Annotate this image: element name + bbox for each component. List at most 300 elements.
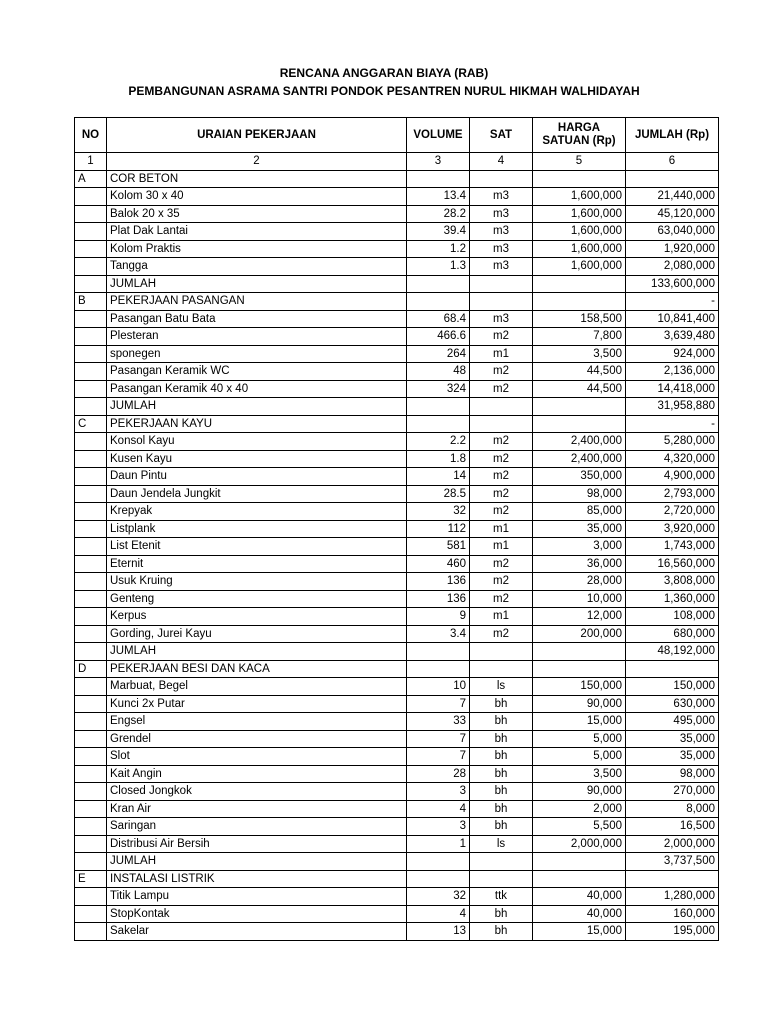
row-uraian: Plat Dak Lantai — [107, 223, 407, 241]
header-jumlah: JUMLAH (Rp) — [626, 118, 719, 153]
row-volume: 3.4 — [407, 625, 470, 643]
row-uraian: Genteng — [107, 590, 407, 608]
row-harga — [533, 275, 626, 293]
row-volume: 7 — [407, 695, 470, 713]
row-harga: 1,600,000 — [533, 223, 626, 241]
column-index: 1 — [75, 153, 107, 171]
row-sat: m3 — [470, 240, 533, 258]
row-sat: ls — [470, 678, 533, 696]
row-jumlah: 2,720,000 — [626, 503, 719, 521]
row-uraian: Closed Jongkok — [107, 783, 407, 801]
row-jumlah: 3,737,500 — [626, 853, 719, 871]
row-harga: 44,500 — [533, 380, 626, 398]
row-uraian: Titik Lampu — [107, 888, 407, 906]
row-no — [75, 188, 107, 206]
table-row — [75, 293, 719, 311]
row-jumlah: 10,841,400 — [626, 310, 719, 328]
row-jumlah — [626, 870, 719, 888]
row-jumlah — [626, 660, 719, 678]
row-no — [75, 730, 107, 748]
row-sat: m2 — [470, 555, 533, 573]
row-harga: 158,500 — [533, 310, 626, 328]
table-row — [75, 888, 719, 906]
table-row — [75, 275, 719, 293]
row-volume: 9 — [407, 608, 470, 626]
row-jumlah: 150,000 — [626, 678, 719, 696]
row-harga: 200,000 — [533, 625, 626, 643]
row-volume: 1 — [407, 835, 470, 853]
row-jumlah: 45,120,000 — [626, 205, 719, 223]
row-uraian: Pasangan Keramik 40 x 40 — [107, 380, 407, 398]
column-index: 5 — [533, 153, 626, 171]
row-uraian: Slot — [107, 748, 407, 766]
row-harga: 150,000 — [533, 678, 626, 696]
row-jumlah: - — [626, 415, 719, 433]
row-jumlah: 16,560,000 — [626, 555, 719, 573]
table-row — [75, 205, 719, 223]
row-uraian: Kran Air — [107, 800, 407, 818]
table-row — [75, 748, 719, 766]
row-volume: 32 — [407, 888, 470, 906]
row-volume — [407, 870, 470, 888]
row-no: A — [75, 170, 107, 188]
row-jumlah: 21,440,000 — [626, 188, 719, 206]
row-no — [75, 363, 107, 381]
row-harga — [533, 398, 626, 416]
row-harga: 40,000 — [533, 888, 626, 906]
row-volume: 33 — [407, 713, 470, 731]
table-row — [75, 240, 719, 258]
row-no: D — [75, 660, 107, 678]
row-uraian: Plesteran — [107, 328, 407, 346]
table-row — [75, 538, 719, 556]
column-index: 3 — [407, 153, 470, 171]
row-harga — [533, 293, 626, 311]
row-sat: m1 — [470, 608, 533, 626]
row-sat: bh — [470, 783, 533, 801]
row-sat: m1 — [470, 520, 533, 538]
row-no — [75, 380, 107, 398]
row-uraian: COR BETON — [107, 170, 407, 188]
row-sat — [470, 398, 533, 416]
table-row — [75, 555, 719, 573]
row-harga: 1,600,000 — [533, 205, 626, 223]
row-volume: 136 — [407, 590, 470, 608]
row-jumlah: 3,639,480 — [626, 328, 719, 346]
row-harga: 90,000 — [533, 695, 626, 713]
row-uraian: JUMLAH — [107, 853, 407, 871]
row-no — [75, 205, 107, 223]
row-uraian: StopKontak — [107, 905, 407, 923]
row-jumlah: 1,743,000 — [626, 538, 719, 556]
row-sat: bh — [470, 730, 533, 748]
row-harga: 36,000 — [533, 555, 626, 573]
row-volume: 28.5 — [407, 485, 470, 503]
row-sat: m1 — [470, 538, 533, 556]
row-sat: bh — [470, 765, 533, 783]
row-jumlah: 4,320,000 — [626, 450, 719, 468]
row-jumlah: 630,000 — [626, 695, 719, 713]
row-no — [75, 503, 107, 521]
row-volume: 32 — [407, 503, 470, 521]
row-uraian: Pasangan Batu Bata — [107, 310, 407, 328]
table-row — [75, 765, 719, 783]
row-no: C — [75, 415, 107, 433]
row-no — [75, 835, 107, 853]
column-index-row — [75, 153, 719, 171]
table-row — [75, 870, 719, 888]
column-index: 6 — [626, 153, 719, 171]
row-no — [75, 485, 107, 503]
table-row — [75, 415, 719, 433]
table-row — [75, 573, 719, 591]
row-uraian: Engsel — [107, 713, 407, 731]
row-jumlah: 35,000 — [626, 730, 719, 748]
row-sat: m3 — [470, 310, 533, 328]
row-harga: 10,000 — [533, 590, 626, 608]
row-harga — [533, 415, 626, 433]
row-harga: 35,000 — [533, 520, 626, 538]
table-row — [75, 923, 719, 941]
row-sat: ls — [470, 835, 533, 853]
row-sat — [470, 170, 533, 188]
row-harga: 90,000 — [533, 783, 626, 801]
row-harga: 7,800 — [533, 328, 626, 346]
row-uraian: Kait Angin — [107, 765, 407, 783]
row-jumlah: 14,418,000 — [626, 380, 719, 398]
table-row — [75, 643, 719, 661]
row-uraian: Daun Jendela Jungkit — [107, 485, 407, 503]
row-jumlah: 2,136,000 — [626, 363, 719, 381]
row-jumlah: 924,000 — [626, 345, 719, 363]
row-no — [75, 783, 107, 801]
row-sat: m3 — [470, 188, 533, 206]
row-jumlah: 16,500 — [626, 818, 719, 836]
row-volume — [407, 853, 470, 871]
row-sat — [470, 643, 533, 661]
row-sat: bh — [470, 800, 533, 818]
row-uraian: List Etenit — [107, 538, 407, 556]
row-jumlah: 2,080,000 — [626, 258, 719, 276]
row-harga — [533, 643, 626, 661]
row-uraian: JUMLAH — [107, 275, 407, 293]
row-jumlah: 160,000 — [626, 905, 719, 923]
column-index: 2 — [107, 153, 407, 171]
row-sat: m2 — [470, 468, 533, 486]
row-harga: 15,000 — [533, 713, 626, 731]
row-sat: m2 — [470, 363, 533, 381]
row-uraian: Sakelar — [107, 923, 407, 941]
table-row — [75, 853, 719, 871]
row-uraian: Listplank — [107, 520, 407, 538]
row-volume: 28 — [407, 765, 470, 783]
row-uraian: Kunci 2x Putar — [107, 695, 407, 713]
row-no — [75, 573, 107, 591]
row-sat: bh — [470, 923, 533, 941]
row-harga: 3,500 — [533, 765, 626, 783]
row-no — [75, 905, 107, 923]
row-uraian: Konsol Kayu — [107, 433, 407, 451]
table-row — [75, 345, 719, 363]
row-volume: 581 — [407, 538, 470, 556]
row-no — [75, 853, 107, 871]
row-uraian: Marbuat, Begel — [107, 678, 407, 696]
row-uraian: JUMLAH — [107, 643, 407, 661]
row-uraian: Kusen Kayu — [107, 450, 407, 468]
row-no — [75, 398, 107, 416]
row-uraian: Kolom 30 x 40 — [107, 188, 407, 206]
row-uraian: Saringan — [107, 818, 407, 836]
row-harga: 1,600,000 — [533, 258, 626, 276]
row-volume — [407, 293, 470, 311]
row-harga: 350,000 — [533, 468, 626, 486]
row-no — [75, 328, 107, 346]
header-volume: VOLUME — [407, 118, 470, 153]
row-sat — [470, 853, 533, 871]
row-uraian: PEKERJAAN KAYU — [107, 415, 407, 433]
row-volume: 48 — [407, 363, 470, 381]
row-uraian: Kolom Praktis — [107, 240, 407, 258]
row-no — [75, 275, 107, 293]
row-sat: m2 — [470, 433, 533, 451]
row-volume: 324 — [407, 380, 470, 398]
header-row — [75, 118, 719, 153]
row-sat: m3 — [470, 223, 533, 241]
table-row — [75, 223, 719, 241]
row-uraian: PEKERJAAN BESI DAN KACA — [107, 660, 407, 678]
row-volume: 112 — [407, 520, 470, 538]
header-uraian: URAIAN PEKERJAAN — [107, 118, 407, 153]
row-jumlah: 1,360,000 — [626, 590, 719, 608]
column-index: 4 — [470, 153, 533, 171]
row-uraian: Kerpus — [107, 608, 407, 626]
row-volume — [407, 398, 470, 416]
row-volume: 4 — [407, 800, 470, 818]
table-row — [75, 433, 719, 451]
row-harga: 2,400,000 — [533, 433, 626, 451]
row-sat — [470, 870, 533, 888]
table-row — [75, 188, 719, 206]
row-uraian: sponegen — [107, 345, 407, 363]
row-volume: 1.2 — [407, 240, 470, 258]
row-uraian: Daun Pintu — [107, 468, 407, 486]
row-uraian: INSTALASI LISTRIK — [107, 870, 407, 888]
row-jumlah: 1,920,000 — [626, 240, 719, 258]
header-harga: HARGA SATUAN (Rp) — [533, 118, 626, 153]
row-volume: 2.2 — [407, 433, 470, 451]
row-harga: 2,000,000 — [533, 835, 626, 853]
row-no — [75, 240, 107, 258]
table-row — [75, 503, 719, 521]
row-no — [75, 765, 107, 783]
row-jumlah: 2,000,000 — [626, 835, 719, 853]
row-sat — [470, 275, 533, 293]
row-no: E — [75, 870, 107, 888]
row-volume — [407, 415, 470, 433]
row-jumlah: 270,000 — [626, 783, 719, 801]
row-harga: 98,000 — [533, 485, 626, 503]
row-volume: 460 — [407, 555, 470, 573]
row-no — [75, 223, 107, 241]
row-jumlah: 5,280,000 — [626, 433, 719, 451]
table-row — [75, 520, 719, 538]
row-jumlah: 1,280,000 — [626, 888, 719, 906]
row-volume: 136 — [407, 573, 470, 591]
row-sat: m2 — [470, 573, 533, 591]
row-jumlah: 48,192,000 — [626, 643, 719, 661]
row-no — [75, 450, 107, 468]
row-jumlah: 98,000 — [626, 765, 719, 783]
row-sat: m3 — [470, 205, 533, 223]
row-jumlah: - — [626, 293, 719, 311]
row-volume: 466.6 — [407, 328, 470, 346]
row-no — [75, 538, 107, 556]
row-volume: 14 — [407, 468, 470, 486]
table-row — [75, 450, 719, 468]
row-volume — [407, 275, 470, 293]
row-no — [75, 713, 107, 731]
row-uraian: Balok 20 x 35 — [107, 205, 407, 223]
row-sat: m2 — [470, 450, 533, 468]
table-row — [75, 398, 719, 416]
table-row — [75, 608, 719, 626]
row-uraian: PEKERJAAN PASANGAN — [107, 293, 407, 311]
table-row — [75, 380, 719, 398]
row-jumlah: 63,040,000 — [626, 223, 719, 241]
table-row — [75, 713, 719, 731]
row-uraian: Krepyak — [107, 503, 407, 521]
row-harga: 5,000 — [533, 748, 626, 766]
row-uraian: Usuk Kruing — [107, 573, 407, 591]
row-volume — [407, 660, 470, 678]
table-row — [75, 328, 719, 346]
row-harga: 40,000 — [533, 905, 626, 923]
row-no — [75, 590, 107, 608]
row-harga: 15,000 — [533, 923, 626, 941]
row-harga: 44,500 — [533, 363, 626, 381]
row-jumlah: 8,000 — [626, 800, 719, 818]
row-sat: bh — [470, 905, 533, 923]
row-volume: 13 — [407, 923, 470, 941]
row-sat — [470, 293, 533, 311]
row-sat: m2 — [470, 590, 533, 608]
row-jumlah: 31,958,880 — [626, 398, 719, 416]
row-no: B — [75, 293, 107, 311]
row-sat: bh — [470, 748, 533, 766]
row-sat: m2 — [470, 485, 533, 503]
row-no — [75, 800, 107, 818]
row-harga: 2,000 — [533, 800, 626, 818]
row-no — [75, 923, 107, 941]
row-uraian: Gording, Jurei Kayu — [107, 625, 407, 643]
table-row — [75, 258, 719, 276]
document-title: RENCANA ANGGARAN BIAYA (RAB) — [279, 66, 489, 80]
row-jumlah — [626, 170, 719, 188]
table-row — [75, 363, 719, 381]
row-jumlah: 495,000 — [626, 713, 719, 731]
table-row — [75, 170, 719, 188]
row-volume: 10 — [407, 678, 470, 696]
row-sat: m2 — [470, 503, 533, 521]
header-no: NO — [75, 118, 107, 153]
row-volume: 7 — [407, 748, 470, 766]
rab-table — [74, 117, 719, 941]
row-volume: 13.4 — [407, 188, 470, 206]
row-no — [75, 643, 107, 661]
row-jumlah: 680,000 — [626, 625, 719, 643]
row-sat: m2 — [470, 380, 533, 398]
table-row — [75, 730, 719, 748]
row-harga: 12,000 — [533, 608, 626, 626]
row-volume: 39.4 — [407, 223, 470, 241]
table-row — [75, 468, 719, 486]
row-uraian: Distribusi Air Bersih — [107, 835, 407, 853]
row-no — [75, 555, 107, 573]
table-row — [75, 310, 719, 328]
row-uraian: Grendel — [107, 730, 407, 748]
row-no — [75, 608, 107, 626]
table-row — [75, 905, 719, 923]
table-row — [75, 625, 719, 643]
row-no — [75, 818, 107, 836]
table-row — [75, 660, 719, 678]
row-sat: ttk — [470, 888, 533, 906]
row-volume: 28.2 — [407, 205, 470, 223]
row-harga — [533, 660, 626, 678]
row-no — [75, 888, 107, 906]
row-harga — [533, 870, 626, 888]
row-sat: m2 — [470, 328, 533, 346]
row-no — [75, 310, 107, 328]
row-harga: 1,600,000 — [533, 188, 626, 206]
row-volume: 4 — [407, 905, 470, 923]
table-row — [75, 695, 719, 713]
row-harga: 28,000 — [533, 573, 626, 591]
header-sat: SAT — [470, 118, 533, 153]
table-row — [75, 485, 719, 503]
row-jumlah: 108,000 — [626, 608, 719, 626]
row-volume: 1.8 — [407, 450, 470, 468]
row-harga: 85,000 — [533, 503, 626, 521]
row-jumlah: 2,793,000 — [626, 485, 719, 503]
row-sat: m1 — [470, 345, 533, 363]
row-sat: bh — [470, 713, 533, 731]
row-harga: 3,000 — [533, 538, 626, 556]
row-no — [75, 625, 107, 643]
row-volume: 68.4 — [407, 310, 470, 328]
row-volume: 264 — [407, 345, 470, 363]
row-jumlah: 3,920,000 — [626, 520, 719, 538]
row-sat: m2 — [470, 625, 533, 643]
row-harga: 5,000 — [533, 730, 626, 748]
row-sat: bh — [470, 695, 533, 713]
row-volume: 3 — [407, 818, 470, 836]
row-uraian: Eternit — [107, 555, 407, 573]
row-volume: 1.3 — [407, 258, 470, 276]
row-no — [75, 520, 107, 538]
table-row — [75, 835, 719, 853]
row-harga: 2,400,000 — [533, 450, 626, 468]
row-jumlah: 133,600,000 — [626, 275, 719, 293]
row-sat — [470, 660, 533, 678]
row-no — [75, 345, 107, 363]
table-row — [75, 678, 719, 696]
row-harga — [533, 853, 626, 871]
row-uraian: Tangga — [107, 258, 407, 276]
table-row — [75, 590, 719, 608]
row-sat: m3 — [470, 258, 533, 276]
row-volume — [407, 170, 470, 188]
